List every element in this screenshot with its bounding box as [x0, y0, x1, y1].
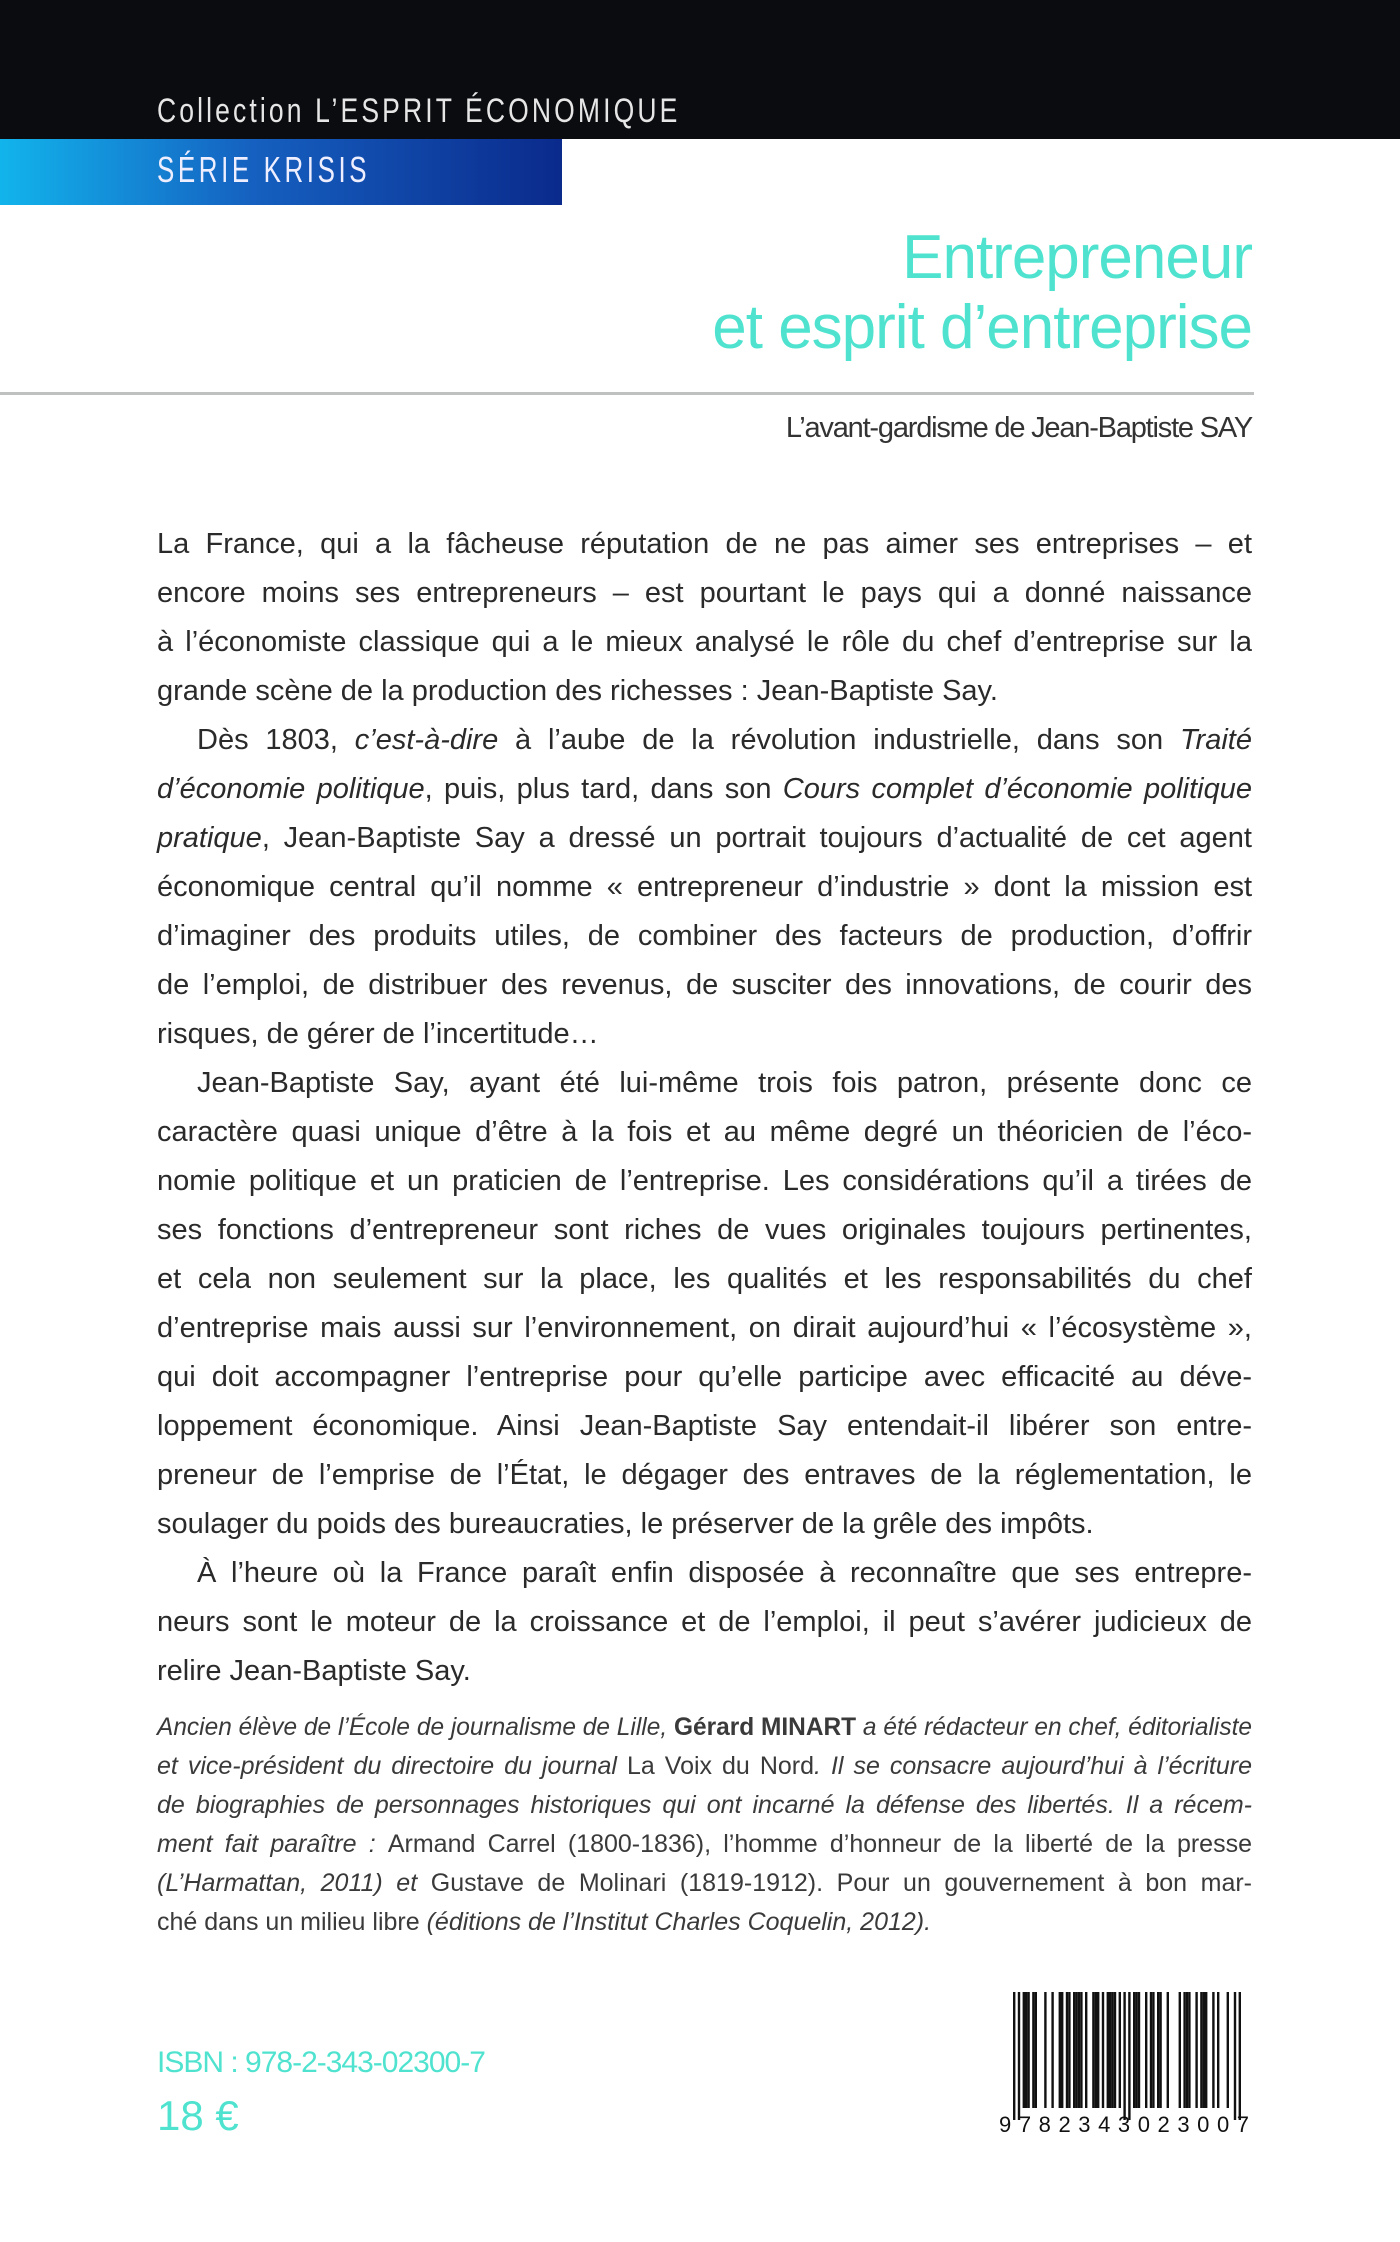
barcode-bar — [1025, 1992, 1027, 2108]
text-segment: Cours complet d’économie politique — [782, 773, 1253, 805]
text-line — [157, 814, 1252, 863]
text-segment: à l’économiste classique qui a le mieux analysé le rôle du chef d’entreprise sur la — [157, 626, 1252, 658]
text-segment: neurs sont le moteur de la croissance et de l’emploi, il peut s’avérer judicieux de — [157, 1606, 1252, 1638]
barcode-bar — [1059, 1992, 1061, 2108]
text-segment: à l’aube de la révolution industrielle, dans son — [498, 724, 1180, 756]
barcode-bar — [1066, 1992, 1068, 2108]
barcode-bar — [1123, 1992, 1125, 2120]
barcode-bar — [1138, 1992, 1140, 2108]
barcode-bar — [1078, 1992, 1080, 2108]
text-segment: d’entreprise mais aussi sur l’environnement, on dirait aujourd’hui « l’écosystème », — [157, 1312, 1252, 1344]
barcode-bar — [1135, 1992, 1137, 2108]
barcode-bar — [1183, 1992, 1185, 2108]
text-segment: qui doit accompagner l’entreprise pour qu’elle participe avec efficacité au déve- — [157, 1361, 1252, 1393]
barcode-bar — [1195, 1992, 1197, 2108]
barcode-bar — [1085, 1992, 1087, 2108]
barcode-bar — [1061, 1992, 1063, 2108]
text-line — [157, 961, 1252, 1010]
barcode-bar — [1114, 1992, 1116, 2108]
text-segment: Armand Carrel (1800-1836), l’homme d’honneur de la liberté de la presse — [387, 1830, 1252, 1858]
barcode-bar — [1150, 1992, 1152, 2108]
text-line — [157, 1786, 1252, 1825]
text-segment: Ancien élève de l’École de journalisme de Lille, — [157, 1713, 674, 1741]
text-segment: c’est-à-dire — [354, 724, 499, 756]
barcode-bar — [1227, 1992, 1229, 2108]
text-segment: risques, de gérer de l’incertitude… — [157, 1018, 599, 1050]
barcode-digits: 9782343023007 — [999, 2112, 1249, 2137]
text-line — [157, 1206, 1252, 1255]
barcode-bar — [1212, 1992, 1214, 2108]
barcode-bar — [1109, 1992, 1111, 2108]
text-line — [157, 1647, 1252, 1696]
text-line — [157, 1903, 1252, 1942]
text-segment: et vice-président du directoire du journal — [157, 1752, 627, 1780]
barcode-bar — [1051, 1992, 1053, 2108]
text-line — [157, 520, 1252, 569]
text-segment: (éditions de l’Institut Charles Coquelin, 2012). — [419, 1908, 932, 1936]
text-line — [157, 1825, 1252, 1864]
text-line — [157, 1059, 1252, 1108]
text-line — [157, 912, 1252, 961]
text-segment: loppement économique. Ainsi Jean-Baptiste Say entendait-il libérer son entre- — [157, 1410, 1252, 1442]
series-banner — [0, 139, 562, 205]
barcode-bar — [1157, 1992, 1159, 2108]
blurb-text — [157, 520, 1252, 1696]
text-line — [157, 618, 1252, 667]
text-segment: relire Jean-Baptiste Say. — [157, 1655, 471, 1687]
text-segment: d’économie politique — [157, 773, 425, 805]
text-line — [157, 716, 1252, 765]
text-segment: caractère quasi unique d’être à la fois et au même degré un théoricien de l’éco- — [157, 1116, 1252, 1148]
text-segment: grande scène de la production des richesses : Jean-Baptiste Say. — [157, 675, 998, 707]
text-line — [157, 1747, 1252, 1786]
text-line — [157, 1549, 1252, 1598]
text-line — [157, 1451, 1252, 1500]
series-name: SÉRIE KRISIS — [157, 149, 371, 190]
barcode-bar — [1217, 1992, 1219, 2108]
text-line — [157, 569, 1252, 618]
text-segment: Dès 1803, — [197, 724, 355, 756]
collection-banner — [0, 0, 1400, 139]
text-line — [157, 1500, 1252, 1549]
text-line — [157, 765, 1252, 814]
text-segment: . Il se consacre aujourd’hui à l’écriture — [814, 1752, 1253, 1780]
text-segment: pratique — [157, 822, 262, 854]
barcode-bar — [1111, 1992, 1113, 2108]
text-segment: À l’heure où la France paraît enfin disposée à reconnaître que ses entrepre- — [197, 1557, 1252, 1589]
text-line — [157, 863, 1252, 912]
text-segment: de biographies de personnages historiques qui ont incarné la défense des libertés. Il a récem- — [157, 1791, 1252, 1819]
barcode-bar — [1095, 1992, 1097, 2108]
barcode-bar — [1145, 1992, 1147, 2108]
barcode-bar — [1023, 1992, 1025, 2108]
text-segment: encore moins ses entrepreneurs – est pourtant le pays qui a donné naissance — [157, 577, 1252, 609]
text-line — [157, 1402, 1252, 1451]
barcode-bar — [1035, 1992, 1037, 2108]
barcode-bar — [1239, 1992, 1241, 2120]
text-line — [157, 1255, 1252, 1304]
author-name: Gérard MINART — [673, 1713, 857, 1741]
author-bio — [157, 1708, 1252, 1942]
text-segment: et cela non seulement sur la place, les qualités et les responsabilités du chef — [157, 1263, 1252, 1295]
text-segment: (L’Harmattan, 2011) et — [157, 1869, 431, 1897]
barcode-bar — [1027, 1992, 1029, 2108]
collection-name: Collection L’ESPRIT ÉCONOMIQUE — [157, 92, 681, 130]
barcode-bar — [1203, 1992, 1205, 2108]
text-segment: La Voix du Nord — [626, 1752, 815, 1780]
barcode-bar — [1188, 1992, 1190, 2108]
barcode-bar — [1073, 1992, 1075, 2108]
text-line — [157, 1598, 1252, 1647]
barcode — [995, 1988, 1257, 2138]
book-title-line1: Entrepreneur — [902, 223, 1252, 292]
barcode-bar — [1167, 1992, 1169, 2108]
text-segment: , Jean-Baptiste Say a dressé un portrait toujours d’actualité de cet agent — [261, 822, 1252, 854]
barcode-bar — [1159, 1992, 1161, 2108]
barcode-bar — [1152, 1992, 1154, 2108]
barcode-bar — [1102, 1992, 1104, 2108]
barcode-bar — [1013, 1992, 1015, 2120]
text-segment: preneur de l’emprise de l’État, le dégager des entraves de la réglementation, le — [157, 1459, 1252, 1491]
text-segment: nomie politique et un praticien de l’entreprise. Les considérations qu’il a tirées de — [157, 1165, 1252, 1197]
barcode-bar — [1200, 1992, 1202, 2108]
barcode-bar — [1032, 1992, 1034, 2108]
barcode-bar — [1107, 1992, 1109, 2108]
text-segment: ché dans un milieu libre — [157, 1908, 420, 1936]
text-line — [157, 1353, 1252, 1402]
text-segment: ment fait paraître : — [157, 1830, 388, 1858]
text-segment: La France, qui a la fâcheuse réputation de ne pas aimer ses entreprises – et — [157, 528, 1252, 560]
text-segment: , puis, plus tard, dans son — [424, 773, 783, 805]
text-segment: Jean-Baptiste Say, ayant été lui-même trois fois patron, présente donc ce — [197, 1067, 1252, 1099]
price: 18 € — [157, 2092, 239, 2139]
text-segment: économique central qu’il nomme « entrepreneur d’industrie » dont la mission est — [157, 871, 1252, 903]
text-line — [157, 1108, 1252, 1157]
barcode-bar — [1092, 1992, 1094, 2108]
barcode-bar — [1080, 1992, 1082, 2108]
text-line — [157, 1157, 1252, 1206]
barcode-bar — [1128, 1992, 1130, 2120]
barcode-bar — [1119, 1992, 1121, 2108]
divider — [0, 392, 1254, 395]
text-line — [157, 1708, 1252, 1747]
barcode-bar — [1133, 1992, 1135, 2108]
barcode-bar — [1075, 1992, 1077, 2108]
barcode-bar — [1044, 1992, 1046, 2108]
text-segment: Gustave de Molinari (1819-1912). Pour un gouvernement à bon mar- — [430, 1869, 1252, 1897]
barcode-bar — [1097, 1992, 1099, 2108]
barcode-bar — [1186, 1992, 1188, 2108]
text-line — [157, 667, 1252, 716]
text-segment: soulager du poids des bureaucraties, le préserver de la grêle des impôts. — [157, 1508, 1094, 1540]
text-segment: d’imaginer des produits utiles, de combiner des facteurs de production, d’offrir — [157, 920, 1252, 952]
book-title-line2: et esprit d’entreprise — [712, 293, 1252, 362]
text-segment: Traité — [1180, 724, 1252, 756]
text-segment: a été rédacteur en chef, éditorialiste — [856, 1713, 1252, 1741]
text-line — [157, 1864, 1252, 1903]
barcode-bar — [1179, 1992, 1181, 2108]
isbn: ISBN : 978-2-343-02300-7 — [157, 2046, 485, 2079]
book-subtitle: L’avant-gardisme de Jean-Baptiste SAY — [785, 412, 1252, 444]
text-line — [157, 1304, 1252, 1353]
barcode-bar — [1018, 1992, 1020, 2120]
barcode-bar — [1234, 1992, 1236, 2120]
text-segment: ses fonctions d’entrepreneur sont riches de vues originales toujours pertinentes, — [157, 1214, 1252, 1246]
barcode-bar — [1068, 1992, 1070, 2108]
text-segment: de l’emploi, de distribuer des revenus, de susciter des innovations, de courir des — [157, 969, 1252, 1001]
barcode-bar — [1205, 1992, 1207, 2108]
text-line — [157, 1010, 1252, 1059]
